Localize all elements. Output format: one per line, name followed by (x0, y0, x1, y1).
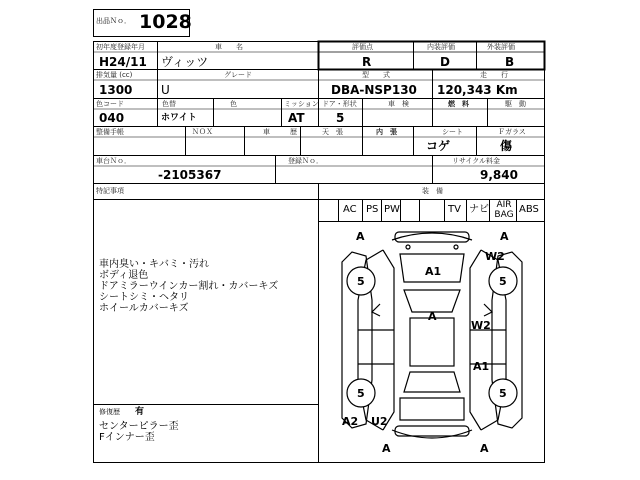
damage-code: A (428, 310, 437, 323)
repair-history-value: 有 (135, 407, 145, 417)
repair-history-label: 修復歴 (99, 408, 120, 416)
displacement-value: 1300 (99, 83, 133, 97)
fuel-label: 燃 料 (448, 100, 469, 108)
recycle-fee-label: リサイクル料金 (452, 157, 501, 165)
damage-code: W2 (471, 319, 491, 332)
remark-item: ボディ退色 (99, 270, 149, 281)
damage-code: W2 (485, 250, 505, 263)
exterior-grade-label: 外装評価 (487, 43, 515, 51)
first-reg-value: H24/11 (99, 55, 147, 69)
color-code-label: 色コード (96, 100, 124, 108)
drive-label: 駆 動 (505, 100, 526, 108)
remark-item: ドアミラーウインカー割れ・カバーキズ (99, 281, 279, 292)
damage-code: A1 (473, 360, 490, 373)
equip-ac: AC (343, 204, 357, 215)
seat-label: シート (442, 128, 463, 136)
repair-list (99, 421, 179, 443)
nox-label: ＮＯＸ (192, 128, 213, 136)
chassis-value: -2105367 (158, 168, 222, 182)
damage-code: 5 (357, 275, 365, 288)
seat-value: コゲ (426, 139, 451, 153)
lot-number-label: 出品Ｎｏ． (96, 17, 131, 25)
color-number-label: 色替 (162, 100, 176, 108)
score-label: 評価点 (352, 43, 373, 51)
equip-navi: ナビ (469, 204, 489, 215)
remarks-list (99, 259, 278, 314)
equip-airbag: AIR BAG (494, 200, 514, 220)
f-glass-label: Ｆガラス (498, 128, 526, 136)
equip-pw: PW (384, 204, 400, 215)
grade-value: U (161, 83, 170, 97)
doors-value: 5 (336, 111, 345, 125)
equip-tv: TV (448, 204, 461, 215)
damage-code: A (500, 230, 509, 243)
sunroof-label: 天 張 (322, 128, 343, 136)
first-reg-label: 初年度登録年月 (96, 43, 145, 51)
damage-code: A (356, 230, 365, 243)
model-value: DBA-NSP130 (331, 83, 417, 97)
exterior-grade-value: B (505, 55, 515, 69)
transmission-label: ミッション (284, 100, 319, 108)
registration-label: 登録Ｎｏ． (288, 157, 323, 165)
mileage-value: 120,343 Km (437, 83, 518, 97)
remark-item: ホイールカバーキズ (99, 303, 189, 314)
equip-ps: PS (366, 204, 379, 215)
remark-item: シートシミ・ヘタリ (99, 292, 189, 303)
damage-code: A (480, 442, 489, 455)
repair-item: Fインナー歪 (99, 432, 155, 443)
car-name-label: 車 名 (215, 43, 243, 51)
repair-item: センターピラー歪 (99, 421, 179, 432)
inspection-label: 車 検 (388, 100, 409, 108)
interior-grade-label: 内装評価 (427, 43, 455, 51)
transmission-value: AT (288, 111, 305, 125)
mileage-label: 走 行 (480, 71, 508, 79)
color-code-value: 040 (99, 111, 125, 125)
color-value: ホワイト (161, 113, 197, 123)
lot-number: 1028 (139, 11, 192, 33)
manual-label: 整備手帳 (96, 128, 124, 136)
chassis-label: 車台Ｎｏ． (96, 157, 131, 165)
damage-code: 5 (499, 387, 507, 400)
damage-code: 5 (499, 275, 507, 288)
damage-code: U2 (371, 415, 388, 428)
notes-label: 特記事項 (96, 187, 124, 195)
score-value: R (362, 55, 372, 69)
equipment-label: 装 備 (422, 187, 443, 195)
f-glass-value: 傷 (500, 139, 513, 153)
recycle-fee-value: 9,840 (480, 168, 518, 182)
displacement-label: 排気量 (cc) (96, 71, 133, 79)
grade-label: グレード (224, 71, 252, 79)
damage-code: A2 (342, 415, 359, 428)
remark-item: 車内臭い・キバミ・汚れ (99, 259, 209, 270)
car-history-label: 車 (263, 128, 270, 136)
car-name-value: ヴィッツ (161, 55, 209, 69)
damage-code: A1 (425, 265, 442, 278)
model-label: 型 式 (362, 71, 390, 79)
interior-grade-value: D (440, 55, 450, 69)
interior-trim-label: 内 張 (376, 128, 397, 136)
doors-label: ドア・形状 (322, 100, 357, 108)
equip-abs: ABS (519, 204, 539, 215)
damage-code: A (382, 442, 391, 455)
history-label: 歴 (290, 128, 297, 136)
damage-code: 5 (357, 387, 365, 400)
color-label: 色 (230, 100, 237, 108)
